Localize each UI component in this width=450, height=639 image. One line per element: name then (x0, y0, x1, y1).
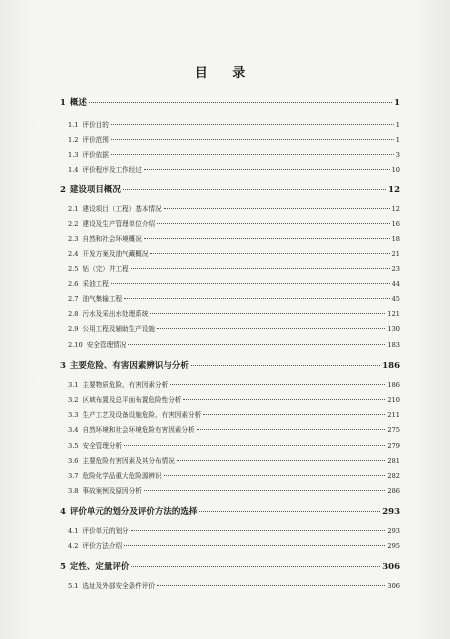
toc-chapter-entry (60, 96, 400, 108)
toc-chapter-entry (60, 359, 400, 371)
toc-entry-page: 130 (387, 325, 400, 333)
toc-entry-title: 主要危险有害因素及其分布情况 (82, 457, 175, 465)
toc-entry-number: 3.2 (68, 396, 79, 404)
toc-entry-number: 2.8 (68, 310, 79, 318)
toc-entry-page: 295 (387, 542, 400, 550)
toc-entry-number: 1.1 (68, 121, 79, 129)
toc-leader-dots (111, 283, 390, 284)
toc-entry-page: 210 (387, 396, 400, 404)
toc-entry-number: 4.2 (68, 542, 79, 550)
toc-entry-number: 1.2 (68, 136, 79, 144)
toc-section-entry (68, 233, 400, 243)
toc-entry-title: 评价单元的划分 (82, 527, 129, 535)
toc-entry-title: 定性、定量评价 (69, 562, 130, 572)
toc-entry-page: 45 (391, 295, 400, 303)
toc-entry-page: 1 (395, 121, 400, 129)
toc-leader-dots (111, 124, 394, 125)
toc-entry-number: 2.4 (68, 250, 79, 258)
toc-entry-page: 1 (394, 98, 400, 108)
toc-entry-number: 2.9 (68, 325, 79, 333)
toc-entry-page: 293 (387, 527, 400, 535)
toc-leader-dots (197, 429, 386, 430)
toc-entry-title: 自然环境和社会环境危险有害因素分析 (82, 426, 195, 434)
toc-entry-number: 3.5 (68, 442, 79, 450)
toc-entry-page: 279 (387, 442, 400, 450)
toc-entry-title: 生产工艺及设备设施危险、有害因素分析 (82, 411, 202, 419)
toc-leader-dots (150, 313, 385, 314)
toc-leader-dots (157, 585, 385, 586)
toc-leader-dots (111, 139, 394, 140)
toc-section-entry (68, 323, 400, 333)
toc-chapter-entry (60, 183, 400, 195)
toc-entry-number: 2.2 (68, 220, 79, 228)
toc-section-entry (68, 485, 400, 495)
toc-leader-dots (177, 460, 386, 461)
toc-section-entry (68, 263, 400, 273)
toc-entry-number: 1.4 (68, 166, 79, 174)
toc-entry-title: 主要危险、有害因素辨识与分析 (69, 361, 189, 371)
toc-entry-page: 281 (387, 457, 400, 465)
toc-section-entry (68, 248, 400, 258)
toc-entry-number: 3.4 (68, 426, 79, 434)
toc-section-entry (68, 424, 400, 434)
toc-entry-title: 安全管理情况 (86, 341, 127, 349)
toc-entry-page: 44 (391, 280, 400, 288)
toc-leader-dots (183, 399, 385, 400)
toc-section-entry (68, 293, 400, 303)
toc-entry-page: 18 (391, 235, 400, 243)
toc-entry-number: 4.1 (68, 527, 79, 535)
toc-section-entry (68, 339, 400, 349)
toc-section-entry (68, 580, 400, 590)
toc-section-entry (68, 278, 400, 288)
toc-entry-number: 2.10 (68, 341, 83, 349)
toc-leader-dots (144, 169, 390, 170)
toc-entry-number: 3 (60, 361, 66, 371)
toc-leader-dots (191, 365, 380, 366)
toc-leader-dots (203, 414, 385, 415)
toc-entry-number: 2.3 (68, 235, 79, 243)
toc-entry-page: 21 (391, 250, 400, 258)
toc-section-entry (68, 455, 400, 465)
toc-entry-number: 2.6 (68, 280, 79, 288)
toc-leader-dots (89, 102, 392, 103)
toc-leader-dots (128, 344, 385, 345)
toc-section-entry (68, 525, 400, 535)
toc-section-entry (68, 409, 400, 419)
toc-leader-dots (123, 189, 386, 190)
toc-entry-number: 2.5 (68, 265, 79, 273)
toc-entry-title: 评价单元的划分及评价方法的选择 (69, 507, 198, 517)
toc-entry-number: 2.1 (68, 205, 79, 213)
toc-leader-dots (164, 475, 386, 476)
toc-section-entry (68, 440, 400, 450)
toc-section-entry (68, 540, 400, 550)
toc-entry-title: 评价方法介绍 (82, 542, 123, 550)
toc-leader-dots (111, 154, 394, 155)
toc-entry-title: 评价依据 (82, 151, 109, 159)
toc-entry-title: 危险化学品重大危险源辨识 (82, 472, 162, 480)
toc-entry-title: 评价范围 (82, 136, 109, 144)
toc-entry-number: 3.1 (68, 381, 79, 389)
toc-entry-title: 评价目的 (82, 121, 109, 129)
toc-entry-title: 污水及采出水处理系统 (82, 310, 149, 318)
toc-chapter-entry (60, 505, 400, 517)
toc-leader-dots (131, 566, 380, 567)
toc-leader-dots (124, 298, 390, 299)
toc-section-entry (68, 394, 400, 404)
toc-entry-page: 183 (387, 341, 400, 349)
toc-entry-title: 油气集输工程 (82, 295, 123, 303)
toc-entry-page: 186 (387, 381, 400, 389)
toc-entry-title: 自然和社会环境概况 (82, 235, 142, 243)
toc-entry-page: 12 (391, 205, 400, 213)
toc-entry-number: 3.7 (68, 472, 79, 480)
toc-entry-title: 选址及外部安全条件评价 (82, 582, 156, 590)
toc-entry-page: 286 (387, 487, 400, 495)
toc-entry-title: 区域布置及总平面布置危险性分析 (82, 396, 182, 404)
toc-entry-title: 开发方案及油气藏概况 (82, 250, 149, 258)
toc-section-entry (68, 379, 400, 389)
toc-entry-title: 建设项目（工程）基本情况 (82, 205, 162, 213)
toc-entry-page: 186 (382, 361, 400, 371)
toc-entry-page: 293 (382, 507, 400, 517)
toc-entry-title: 钻（完）井工程 (82, 265, 129, 273)
toc-leader-dots (131, 268, 390, 269)
page-title: 目 录 (194, 66, 256, 81)
toc-section-entry (68, 134, 400, 144)
toc-leader-dots (157, 223, 390, 224)
toc-entry-number: 5 (60, 562, 66, 572)
toc-entry-title: 安全管理分析 (82, 442, 123, 450)
toc-entry-number: 5.1 (68, 582, 79, 590)
toc-chapter-entry (60, 560, 400, 572)
toc-entry-number: 2.7 (68, 295, 79, 303)
toc-leader-dots (170, 384, 385, 385)
toc-leader-dots (164, 208, 390, 209)
toc-leader-dots (144, 238, 390, 239)
toc-entry-page: 12 (388, 185, 400, 195)
toc-entry-title: 建设及生产管理单位介绍 (82, 220, 156, 228)
toc-leader-dots (124, 445, 385, 446)
toc-entry-number: 3.3 (68, 411, 79, 419)
toc-entry-page: 282 (387, 472, 400, 480)
toc-leader-dots (144, 490, 386, 491)
toc-entry-number: 1.3 (68, 151, 79, 159)
toc-leader-dots (124, 545, 385, 546)
toc-entry-page: 23 (391, 265, 400, 273)
toc-entry-number: 1 (60, 98, 66, 108)
toc-entry-page: 306 (387, 582, 400, 590)
toc-section-entry (68, 470, 400, 480)
toc-entry-page: 16 (391, 220, 400, 228)
toc-entry-page: 121 (387, 310, 400, 318)
toc-section-entry (68, 149, 400, 159)
toc-leader-dots (157, 328, 385, 329)
toc-entry-title: 公用工程及辅助生产设施 (82, 325, 156, 333)
toc-leader-dots (150, 253, 389, 254)
toc-entry-title: 事故案例及原因分析 (82, 487, 142, 495)
toc-entry-page: 1 (395, 136, 400, 144)
toc-entry-title: 采油工程 (82, 280, 109, 288)
toc-entry-title: 概述 (69, 98, 87, 108)
toc-entry-number: 4 (60, 507, 66, 517)
toc-entry-page: 10 (391, 166, 400, 174)
toc-entry-page: 211 (387, 411, 400, 419)
toc-entry-page: 3 (395, 151, 400, 159)
toc-section-entry (68, 308, 400, 318)
toc-section-entry (68, 218, 400, 228)
toc-entry-page: 306 (382, 562, 400, 572)
toc-entry-title: 主要物质危险、有害因素分析 (82, 381, 169, 389)
toc-section-entry (68, 119, 400, 129)
toc-section-entry (68, 203, 400, 213)
toc-entry-title: 建设项目概况 (69, 185, 121, 195)
toc-entry-number: 2 (60, 185, 66, 195)
toc-leader-dots (131, 530, 386, 531)
toc-section-entry (68, 164, 400, 174)
toc-entry-title: 评价程序及工作经过 (82, 166, 142, 174)
toc-entry-number: 3.8 (68, 487, 79, 495)
toc-leader-dots (199, 511, 380, 512)
toc-entry-number: 3.6 (68, 457, 79, 465)
toc-entry-page: 275 (387, 426, 400, 434)
